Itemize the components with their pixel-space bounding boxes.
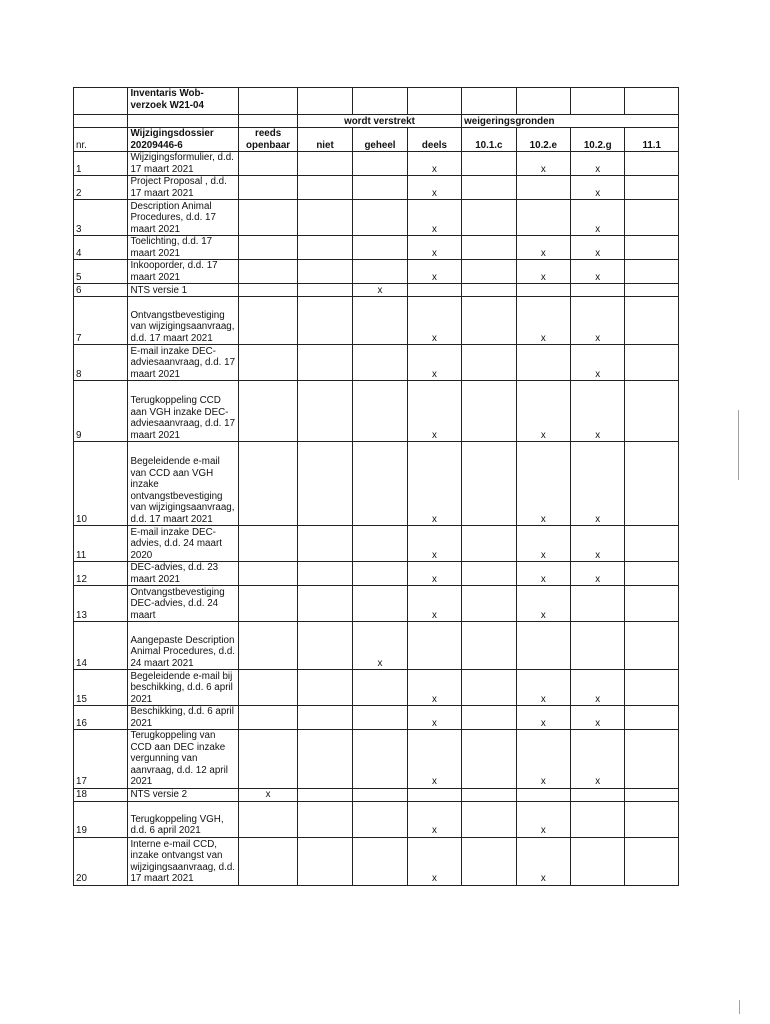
- cell-reeds-openbaar: [239, 837, 297, 885]
- cell-10-2-e: [516, 200, 570, 236]
- cell-deels: x: [407, 152, 461, 176]
- document-description: NTS versie 1: [128, 284, 239, 297]
- document-description: Wijzigingsformulier, d.d. 17 maart 2021: [128, 152, 239, 176]
- cell-10-1-c: [462, 176, 516, 200]
- cell-11-1: [625, 260, 679, 284]
- cell-reeds-openbaar: [239, 801, 297, 837]
- scan-artifact: [738, 410, 739, 480]
- row-number: 3: [74, 200, 128, 236]
- row-number: 20: [74, 837, 128, 885]
- cell-geheel: [353, 837, 407, 885]
- document-description: Inkooporder, d.d. 17 maart 2021: [128, 260, 239, 284]
- cell-10-1-c: [462, 152, 516, 176]
- cell-deels: x: [407, 706, 461, 730]
- cell-geheel: [353, 801, 407, 837]
- row-number: 9: [74, 381, 128, 442]
- cell-niet: [297, 236, 352, 260]
- cell-10-1-c: [462, 562, 516, 586]
- cell-geheel: [353, 788, 407, 801]
- col-header-11-1: 11.1: [625, 128, 679, 152]
- cell-niet: [297, 801, 352, 837]
- table-row: [74, 152, 679, 176]
- cell-reeds-openbaar: [239, 236, 297, 260]
- cell-deels: x: [407, 562, 461, 586]
- cell-reeds-openbaar: [239, 670, 297, 706]
- cell-geheel: [353, 670, 407, 706]
- cell-11-1: [625, 236, 679, 260]
- cell-reeds-openbaar: [239, 297, 297, 345]
- cell-10-1-c: [462, 622, 516, 670]
- cell-deels: x: [407, 801, 461, 837]
- cell-deels: x: [407, 236, 461, 260]
- cell-10-1-c: [462, 381, 516, 442]
- cell-reeds-openbaar: [239, 345, 297, 381]
- cell-11-1: [625, 670, 679, 706]
- cell-10-2-e: x: [516, 152, 570, 176]
- cell-deels: [407, 284, 461, 297]
- table-title: [128, 88, 239, 115]
- cell-reeds-openbaar: [239, 284, 297, 297]
- cell-10-1-c: [462, 297, 516, 345]
- row-number: 13: [74, 586, 128, 622]
- cell-10-1-c: [462, 236, 516, 260]
- blank-cell: [571, 88, 625, 115]
- cell-deels: [407, 788, 461, 801]
- cell-10-2-e: x: [516, 442, 570, 526]
- document-description: Begeleidende e-mail van CCD aan VGH inzake ontvangstbevestiging van wijzigingsaanvraag, d.d. 17 maart 2021: [128, 442, 239, 526]
- cell-geheel: [353, 586, 407, 622]
- cell-11-1: [625, 200, 679, 236]
- cell-niet: [297, 152, 352, 176]
- cell-10-2-g: x: [571, 176, 625, 200]
- cell-11-1: [625, 586, 679, 622]
- cell-niet: [297, 526, 352, 562]
- cell-10-2-g: x: [571, 345, 625, 381]
- cell-11-1: [625, 622, 679, 670]
- cell-deels: [407, 622, 461, 670]
- cell-10-1-c: [462, 788, 516, 801]
- cell-reeds-openbaar: [239, 586, 297, 622]
- cell-geheel: [353, 442, 407, 526]
- document-description: Ontvangstbevestiging DEC-advies, d.d. 24 maart: [128, 586, 239, 622]
- cell-niet: [297, 586, 352, 622]
- cell-10-2-e: [516, 176, 570, 200]
- cell-niet: [297, 837, 352, 885]
- col-header-dossier: [128, 128, 239, 152]
- document-description: Aangepaste Description Animal Procedures, d.d. 24 maart 2021: [128, 622, 239, 670]
- blank-cell: [239, 115, 297, 128]
- table-row: [74, 730, 679, 789]
- cell-niet: [297, 381, 352, 442]
- col-header-10-2-e: 10.2.e: [516, 128, 570, 152]
- cell-deels: x: [407, 260, 461, 284]
- row-number: 2: [74, 176, 128, 200]
- table-row: [74, 176, 679, 200]
- cell-10-2-g: [571, 837, 625, 885]
- blank-cell: [297, 88, 352, 115]
- document-description: Description Animal Procedures, d.d. 17 maart 2021: [128, 200, 239, 236]
- cell-10-2-e: [516, 284, 570, 297]
- cell-10-2-e: x: [516, 260, 570, 284]
- document-description: Beschikking, d.d. 6 april 2021: [128, 706, 239, 730]
- cell-10-2-e: [516, 622, 570, 670]
- cell-niet: [297, 670, 352, 706]
- blank-cell: [462, 88, 516, 115]
- cell-niet: [297, 730, 352, 789]
- cell-11-1: [625, 345, 679, 381]
- cell-reeds-openbaar: [239, 152, 297, 176]
- cell-11-1: [625, 442, 679, 526]
- table-row: [74, 284, 679, 297]
- cell-deels: x: [407, 381, 461, 442]
- document-description: E-mail inzake DEC-advies, d.d. 24 maart 2020: [128, 526, 239, 562]
- document-description: Begeleidende e-mail bij beschikking, d.d. 6 april 2021: [128, 670, 239, 706]
- col-header-reeds-line-1: reeds: [255, 128, 282, 139]
- cell-10-2-g: x: [571, 730, 625, 789]
- table-row: [74, 297, 679, 345]
- cell-11-1: [625, 284, 679, 297]
- cell-10-2-e: x: [516, 730, 570, 789]
- cell-reeds-openbaar: [239, 622, 297, 670]
- inventory-table: [73, 87, 679, 886]
- document-description: Terugkoppeling van CCD aan DEC inzake vergunning van aanvraag, d.d. 12 april 2021: [128, 730, 239, 789]
- cell-10-2-g: x: [571, 260, 625, 284]
- cell-10-1-c: [462, 345, 516, 381]
- cell-niet: [297, 297, 352, 345]
- cell-10-1-c: [462, 284, 516, 297]
- table-row: [74, 526, 679, 562]
- table-row: [74, 381, 679, 442]
- cell-10-1-c: [462, 200, 516, 236]
- cell-11-1: [625, 297, 679, 345]
- row-number: 18: [74, 788, 128, 801]
- cell-10-1-c: [462, 442, 516, 526]
- col-header-10-2-g: 10.2.g: [571, 128, 625, 152]
- cell-11-1: [625, 730, 679, 789]
- group-weigeringsgronden: weigeringsgronden: [462, 115, 679, 128]
- col-header-geheel: geheel: [353, 128, 407, 152]
- cell-10-1-c: [462, 586, 516, 622]
- blank-cell: [74, 115, 128, 128]
- cell-niet: [297, 442, 352, 526]
- document-description: Terugkoppeling CCD aan VGH inzake DEC-adviesaanvraag, d.d. 17 maart 2021: [128, 381, 239, 442]
- cell-10-1-c: [462, 837, 516, 885]
- cell-11-1: [625, 801, 679, 837]
- cell-reeds-openbaar: x: [239, 788, 297, 801]
- table-row: [74, 442, 679, 526]
- cell-10-2-g: [571, 788, 625, 801]
- cell-geheel: [353, 236, 407, 260]
- row-number: 12: [74, 562, 128, 586]
- document-description: Interne e-mail CCD, inzake ontvangst van wijzigingsaanvraag, d.d. 17 maart 2021: [128, 837, 239, 885]
- cell-10-2-g: x: [571, 706, 625, 730]
- table-title-line-1: Inventaris Wob-: [130, 88, 204, 99]
- cell-geheel: [353, 381, 407, 442]
- cell-deels: x: [407, 442, 461, 526]
- document-description: Terugkoppeling VGH, d.d. 6 april 2021: [128, 801, 239, 837]
- table-row: [74, 622, 679, 670]
- cell-niet: [297, 788, 352, 801]
- table-row: [74, 562, 679, 586]
- table-row: [74, 788, 679, 801]
- cell-reeds-openbaar: [239, 706, 297, 730]
- blank-cell: [407, 88, 461, 115]
- cell-10-2-e: x: [516, 837, 570, 885]
- cell-reeds-openbaar: [239, 200, 297, 236]
- table-title-line-2: verzoek W21-04: [130, 99, 204, 111]
- col-header-deels: deels: [407, 128, 461, 152]
- cell-10-2-g: x: [571, 670, 625, 706]
- cell-reeds-openbaar: [239, 442, 297, 526]
- cell-10-2-g: x: [571, 236, 625, 260]
- cell-niet: [297, 562, 352, 586]
- cell-10-1-c: [462, 730, 516, 789]
- cell-11-1: [625, 152, 679, 176]
- cell-10-2-g: x: [571, 297, 625, 345]
- cell-deels: x: [407, 345, 461, 381]
- cell-geheel: [353, 526, 407, 562]
- blank-cell: [74, 88, 128, 115]
- table-row: [74, 670, 679, 706]
- cell-reeds-openbaar: [239, 562, 297, 586]
- table-row: [74, 345, 679, 381]
- cell-10-2-g: x: [571, 526, 625, 562]
- cell-10-2-e: x: [516, 670, 570, 706]
- table-row: [74, 586, 679, 622]
- col-header-10-1-c: 10.1.c: [462, 128, 516, 152]
- group-header-row: [74, 115, 679, 128]
- cell-geheel: [353, 562, 407, 586]
- cell-10-2-e: [516, 788, 570, 801]
- cell-11-1: [625, 176, 679, 200]
- cell-10-2-e: x: [516, 586, 570, 622]
- cell-reeds-openbaar: [239, 730, 297, 789]
- cell-deels: x: [407, 526, 461, 562]
- row-number: 19: [74, 801, 128, 837]
- cell-geheel: [353, 260, 407, 284]
- cell-10-2-g: x: [571, 442, 625, 526]
- row-number: 8: [74, 345, 128, 381]
- cell-niet: [297, 706, 352, 730]
- cell-10-2-e: x: [516, 706, 570, 730]
- cell-10-2-g: x: [571, 562, 625, 586]
- cell-10-2-g: [571, 284, 625, 297]
- blank-cell: [516, 88, 570, 115]
- document-description: Toelichting, d.d. 17 maart 2021: [128, 236, 239, 260]
- col-header-nr: nr.: [74, 128, 128, 152]
- cell-geheel: [353, 152, 407, 176]
- col-header-dossier-line-2: 20209446-6: [130, 139, 183, 151]
- table-row: [74, 236, 679, 260]
- cell-niet: [297, 284, 352, 297]
- cell-deels: x: [407, 176, 461, 200]
- row-number: 4: [74, 236, 128, 260]
- row-number: 10: [74, 442, 128, 526]
- cell-10-1-c: [462, 260, 516, 284]
- row-number: 16: [74, 706, 128, 730]
- cell-10-2-e: x: [516, 526, 570, 562]
- row-number: 6: [74, 284, 128, 297]
- cell-11-1: [625, 788, 679, 801]
- cell-reeds-openbaar: [239, 526, 297, 562]
- blank-cell: [128, 115, 239, 128]
- table-row: [74, 801, 679, 837]
- cell-10-2-e: x: [516, 236, 570, 260]
- row-number: 7: [74, 297, 128, 345]
- document-description: NTS versie 2: [128, 788, 239, 801]
- document-description: Ontvangstbevestiging van wijzigingsaanvraag, d.d. 17 maart 2021: [128, 297, 239, 345]
- cell-niet: [297, 622, 352, 670]
- cell-10-2-g: x: [571, 200, 625, 236]
- cell-niet: [297, 345, 352, 381]
- cell-10-2-e: x: [516, 801, 570, 837]
- col-header-reeds-line-2: openbaar: [246, 139, 291, 151]
- cell-niet: [297, 200, 352, 236]
- cell-deels: x: [407, 837, 461, 885]
- cell-10-2-g: [571, 622, 625, 670]
- cell-10-1-c: [462, 801, 516, 837]
- cell-deels: x: [407, 297, 461, 345]
- cell-deels: x: [407, 730, 461, 789]
- scan-artifact: [739, 1000, 740, 1014]
- group-wordt-verstrekt: wordt verstrekt: [297, 115, 461, 128]
- document-description: Project Proposal , d.d. 17 maart 2021: [128, 176, 239, 200]
- cell-niet: [297, 176, 352, 200]
- cell-11-1: [625, 837, 679, 885]
- cell-11-1: [625, 526, 679, 562]
- cell-geheel: [353, 345, 407, 381]
- cell-10-2-g: x: [571, 152, 625, 176]
- row-number: 15: [74, 670, 128, 706]
- document-description: E-mail inzake DEC-adviesaanvraag, d.d. 17 maart 2021: [128, 345, 239, 381]
- cell-geheel: [353, 706, 407, 730]
- col-header-dossier-line-1: Wijzigingsdossier: [130, 128, 214, 139]
- document-description: DEC-advies, d.d. 23 maart 2021: [128, 562, 239, 586]
- cell-geheel: [353, 176, 407, 200]
- cell-reeds-openbaar: [239, 260, 297, 284]
- cell-deels: x: [407, 200, 461, 236]
- cell-10-2-e: x: [516, 381, 570, 442]
- blank-cell: [239, 88, 297, 115]
- cell-10-1-c: [462, 526, 516, 562]
- cell-reeds-openbaar: [239, 176, 297, 200]
- cell-niet: [297, 260, 352, 284]
- cell-10-1-c: [462, 706, 516, 730]
- cell-10-2-g: [571, 801, 625, 837]
- row-number: 1: [74, 152, 128, 176]
- row-number: 17: [74, 730, 128, 789]
- cell-10-1-c: [462, 670, 516, 706]
- cell-10-2-e: [516, 345, 570, 381]
- cell-geheel: [353, 730, 407, 789]
- cell-geheel: x: [353, 284, 407, 297]
- blank-cell: [353, 88, 407, 115]
- cell-11-1: [625, 706, 679, 730]
- row-number: 5: [74, 260, 128, 284]
- table-row: [74, 200, 679, 236]
- cell-reeds-openbaar: [239, 381, 297, 442]
- cell-10-2-g: x: [571, 381, 625, 442]
- table-row: [74, 260, 679, 284]
- col-header-niet: niet: [297, 128, 352, 152]
- row-number: 11: [74, 526, 128, 562]
- col-header-reeds-openbaar: [239, 128, 297, 152]
- cell-deels: x: [407, 670, 461, 706]
- table-row: [74, 837, 679, 885]
- cell-11-1: [625, 381, 679, 442]
- cell-10-2-e: x: [516, 297, 570, 345]
- cell-10-2-g: [571, 586, 625, 622]
- cell-geheel: [353, 200, 407, 236]
- row-number: 14: [74, 622, 128, 670]
- table-title-row: [74, 88, 679, 115]
- cell-deels: x: [407, 586, 461, 622]
- cell-geheel: [353, 297, 407, 345]
- blank-cell: [625, 88, 679, 115]
- cell-geheel: x: [353, 622, 407, 670]
- cell-11-1: [625, 562, 679, 586]
- cell-10-2-e: x: [516, 562, 570, 586]
- column-header-row: [74, 128, 679, 152]
- table-row: [74, 706, 679, 730]
